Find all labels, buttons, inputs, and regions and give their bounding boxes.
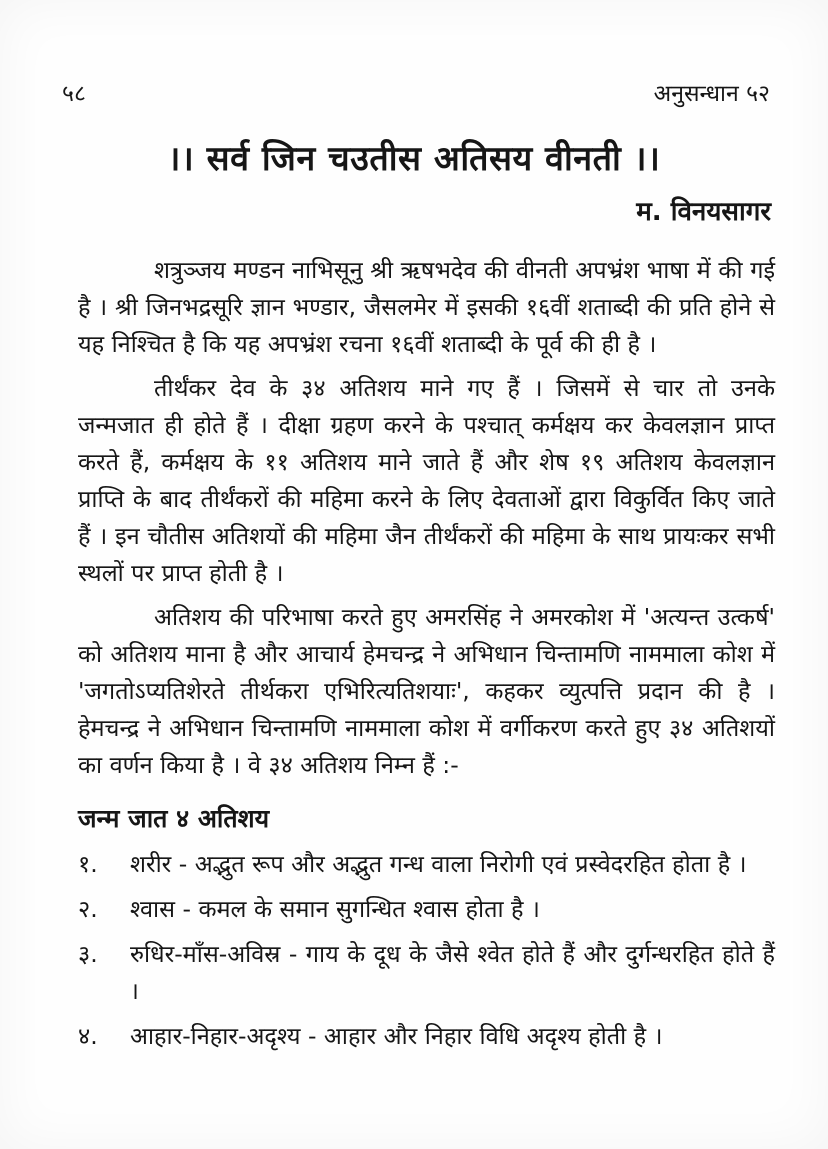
paragraph-1: शत्रुञ्जय मण्डन नाभिसूनु श्री ऋषभदेव की वीनती अपभ्रंश भाषा में की गई है । श्री जिनभद्रसूरि ज्ञान भण्डार, जैसलमेर में इसकी १६वीं शताब्दी की प्रति होने से यह निश्चित है कि यह अपभ्रंश रचना १६वीं शताब्दी के पूर्व की ही है । bbox=[78, 256, 775, 358]
author-name: म. विनयसागर bbox=[636, 197, 771, 227]
page-header bbox=[0, 0, 828, 108]
page-number: ५८ bbox=[62, 81, 86, 107]
list-item-text: श्वास - कमल के समान सुगन्धित श्वास होता है । bbox=[130, 895, 540, 923]
paragraph-3: अतिशय की परिभाषा करते हुए अमरसिंह ने अमरकोश में 'अत्यन्त उत्कर्ष' को अतिशय माना है और आचार्य हेमचन्द्र ने अभिधान चिन्तामणि नाममाला कोश में 'जगतोऽप्यतिशेरते तीर्थकरा एभिरित्यतिशयाः', कहकर व्युत्पत्ति प्रदान की है । हेमचन्द्र ने अभिधान चिन्तामणि नाममाला कोश में वर्गीकरण करते हुए ३४ अतिशयों का वर्णन किया है । वे ३४ अतिशय निम्न हैं :- bbox=[78, 603, 775, 779]
list-item-text: रुधिर-माँस-अविस्र - गाय के दूध के जैसे श्वेत होते हैं और दुर्गन्धरहित होते हैं । bbox=[130, 940, 775, 1005]
list-item bbox=[78, 891, 775, 928]
list-item-number: १. bbox=[78, 850, 98, 878]
paragraph-2: तीर्थंकर देव के ३४ अतिशय माने गए हैं । जिसमें से चार तो उनके जन्मजात ही होते हैं । दीक्षा ग्रहण करने के पश्चात् कर्मक्षय कर केवलज्ञान प्राप्त करते हैं, कर्मक्षय के ११ अतिशय माने जाते हैं और शेष १९ अतिशय केवलज्ञान प्राप्ति के बाद तीर्थंकरों की महिमा करने के लिए देवताओं द्वारा विकुर्वित किए जाते हैं । इन चौतीस अतिशयों की महिमा जैन तीर्थंकरों की महिमा के साथ प्रायःकर सभी स्थलों पर प्राप्त होती है । bbox=[78, 374, 775, 587]
list-item-number: २. bbox=[78, 895, 98, 923]
atishay-list bbox=[78, 846, 775, 1055]
list-item bbox=[78, 846, 775, 883]
list-item-text: आहार-निहार-अदृश्य - आहार और निहार विधि अदृश्य होती है । bbox=[130, 1022, 663, 1050]
list-item-number: ४. bbox=[78, 1022, 98, 1050]
list-item-text: शरीर - अद्भुत रूप और अद्भुत गन्ध वाला निरोगी एवं प्रस्वेदरहित होता है । bbox=[130, 850, 747, 878]
list-item bbox=[78, 936, 775, 1010]
list-item bbox=[78, 1018, 775, 1055]
section-heading: जन्म जात ४ अतिशय bbox=[78, 804, 270, 833]
article-body bbox=[78, 252, 775, 1055]
journal-title: अनुसन्धान ५२ bbox=[653, 81, 770, 107]
list-item-number: ३. bbox=[78, 940, 98, 968]
article-title: ।। सर्व जिन चउतीस अतिसय वीनती ।। bbox=[167, 139, 661, 179]
